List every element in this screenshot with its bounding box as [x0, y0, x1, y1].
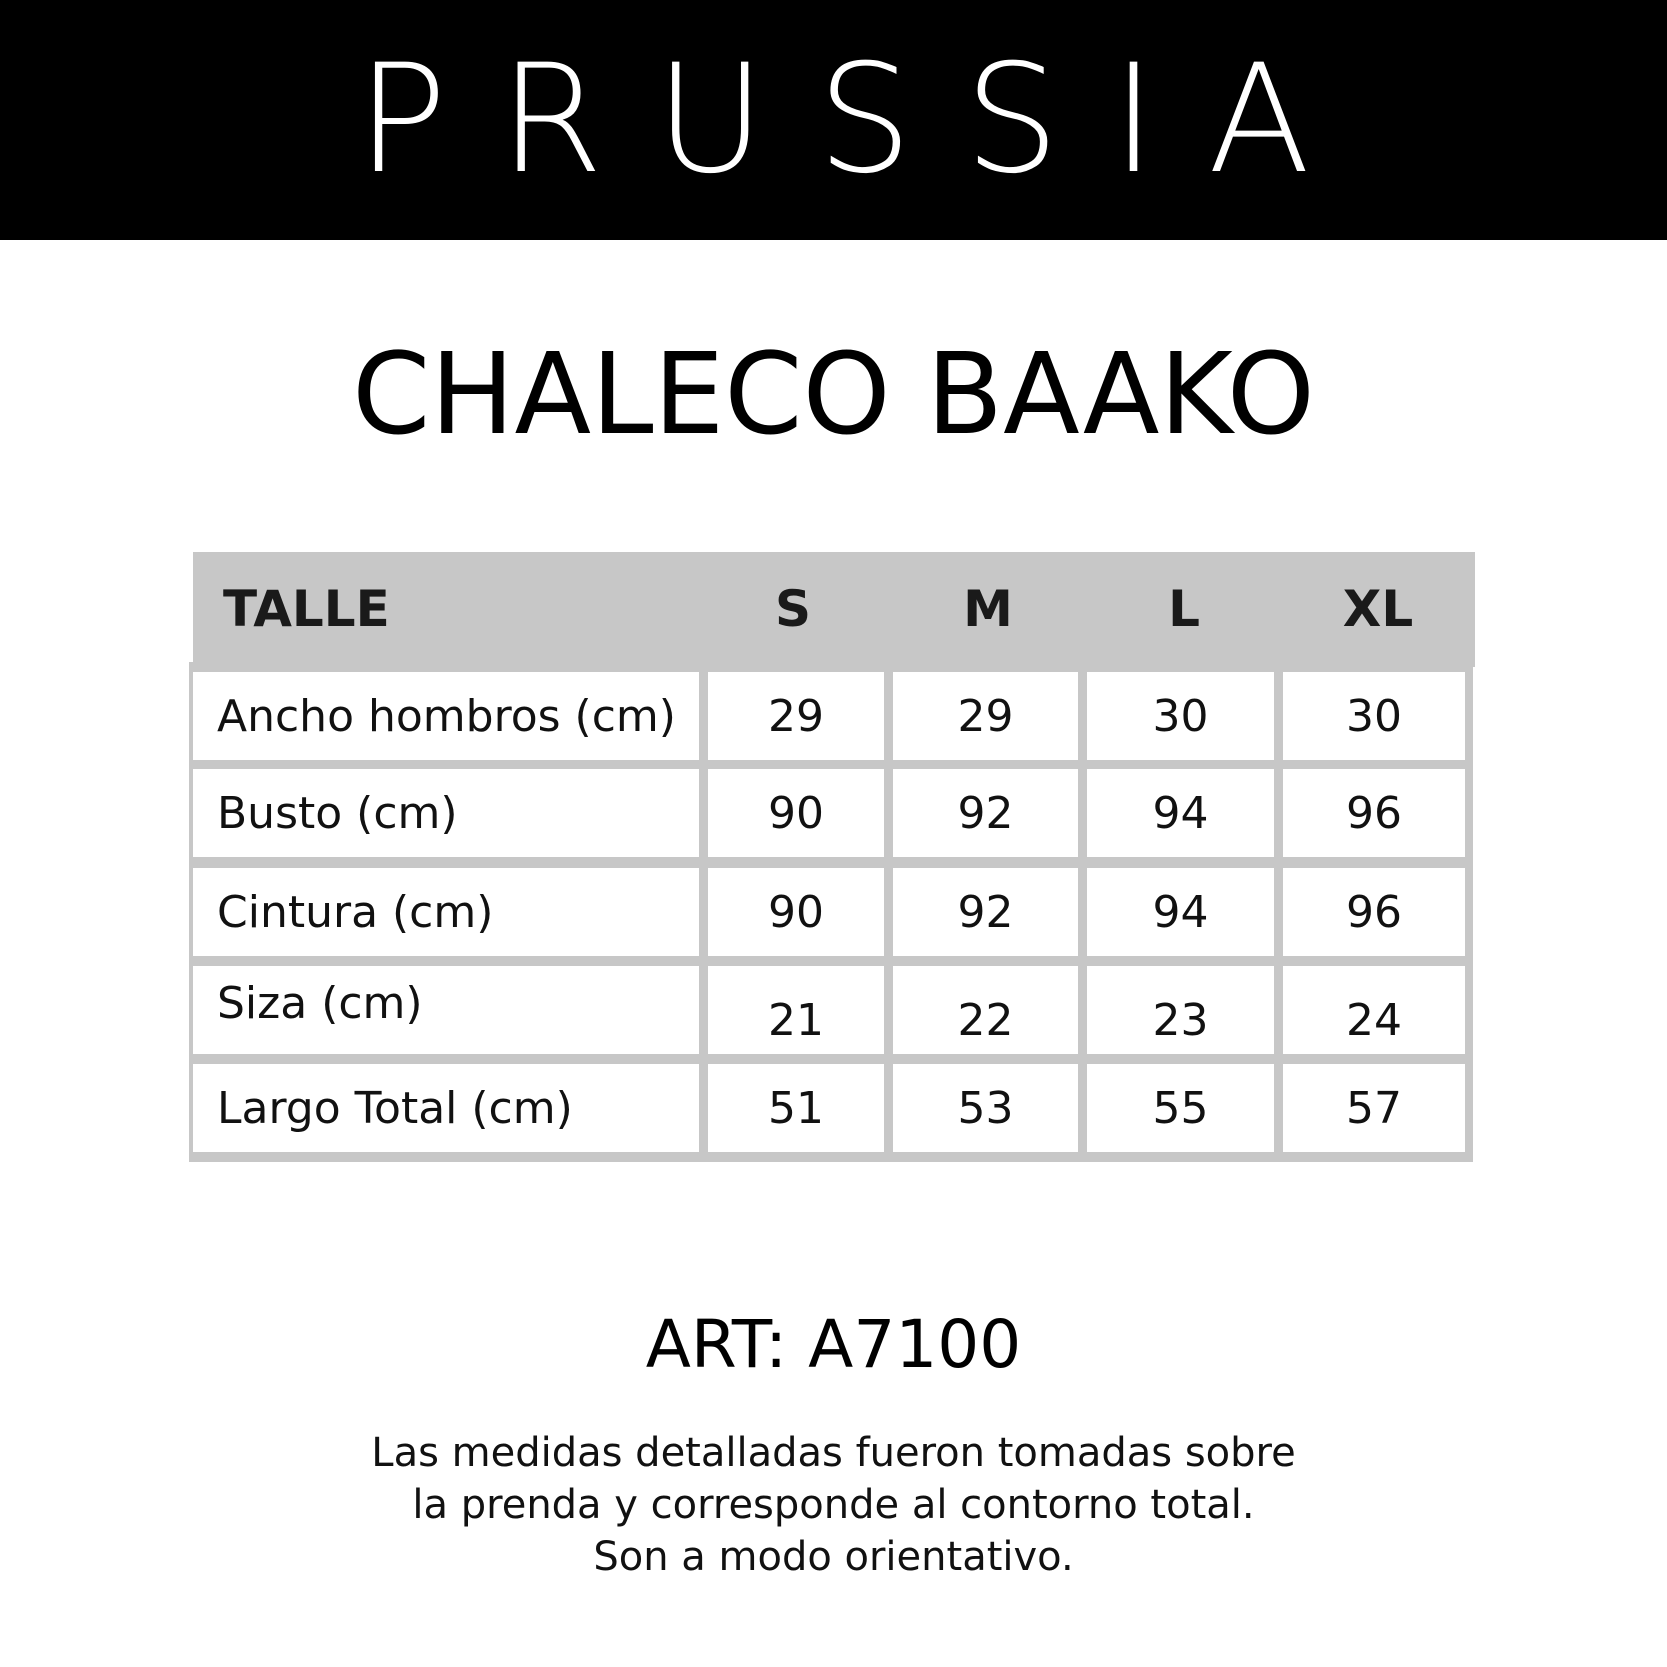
- cell-cintura-m: 92: [893, 868, 1078, 956]
- cell-ancho-hombros-s: 29: [708, 672, 884, 760]
- row-label-ancho-hombros: Ancho hombros (cm): [193, 672, 699, 760]
- header-size-m: M: [963, 580, 1013, 638]
- cell-siza-l: 23: [1087, 966, 1274, 1054]
- size-table-body: [189, 662, 1473, 1162]
- cell-ancho-hombros-m: 29: [893, 672, 1078, 760]
- cell-ancho-hombros-xl: 30: [1283, 672, 1465, 760]
- header-size-xl: XL: [1342, 580, 1414, 638]
- cell-largo-total-s: 51: [708, 1064, 884, 1152]
- cell-busto-l: 94: [1087, 769, 1274, 857]
- note-line: Las medidas detalladas fueron tomadas sobre: [371, 1430, 1296, 1476]
- cell-cintura-l: 94: [1087, 868, 1274, 956]
- cell-busto-s: 90: [708, 769, 884, 857]
- cell-cintura-xl: 96: [1283, 868, 1465, 956]
- cell-busto-xl: 96: [1283, 769, 1465, 857]
- header-talle: TALLE: [223, 580, 390, 638]
- brand-logo: PRUSSIA: [356, 33, 1363, 207]
- cell-largo-total-xl: 57: [1283, 1064, 1465, 1152]
- cell-cintura-s: 90: [708, 868, 884, 956]
- row-label-cintura: Cintura (cm): [193, 868, 699, 956]
- row-label-largo-total: Largo Total (cm): [193, 1064, 699, 1152]
- cell-largo-total-l: 55: [1087, 1064, 1274, 1152]
- header-size-l: L: [1168, 580, 1200, 638]
- cell-ancho-hombros-l: 30: [1087, 672, 1274, 760]
- note-line: Son a modo orientativo.: [593, 1534, 1074, 1580]
- article-number: ART: A7100: [645, 1306, 1022, 1383]
- row-label-busto: Busto (cm): [193, 769, 699, 857]
- cell-siza-s: 21: [708, 966, 884, 1054]
- cell-busto-m: 92: [893, 769, 1078, 857]
- measurement-note: [0, 1427, 1667, 1583]
- product-title: CHALECO BAAKO: [352, 330, 1315, 460]
- size-table-header: [193, 552, 1475, 667]
- cell-siza-xl: 24: [1283, 966, 1465, 1054]
- cell-largo-total-m: 53: [893, 1064, 1078, 1152]
- header-size-s: S: [774, 580, 811, 638]
- cell-siza-m: 22: [893, 966, 1078, 1054]
- row-label-siza: Siza (cm): [193, 966, 699, 1054]
- note-line: la prenda y corresponde al contorno total.: [412, 1482, 1255, 1528]
